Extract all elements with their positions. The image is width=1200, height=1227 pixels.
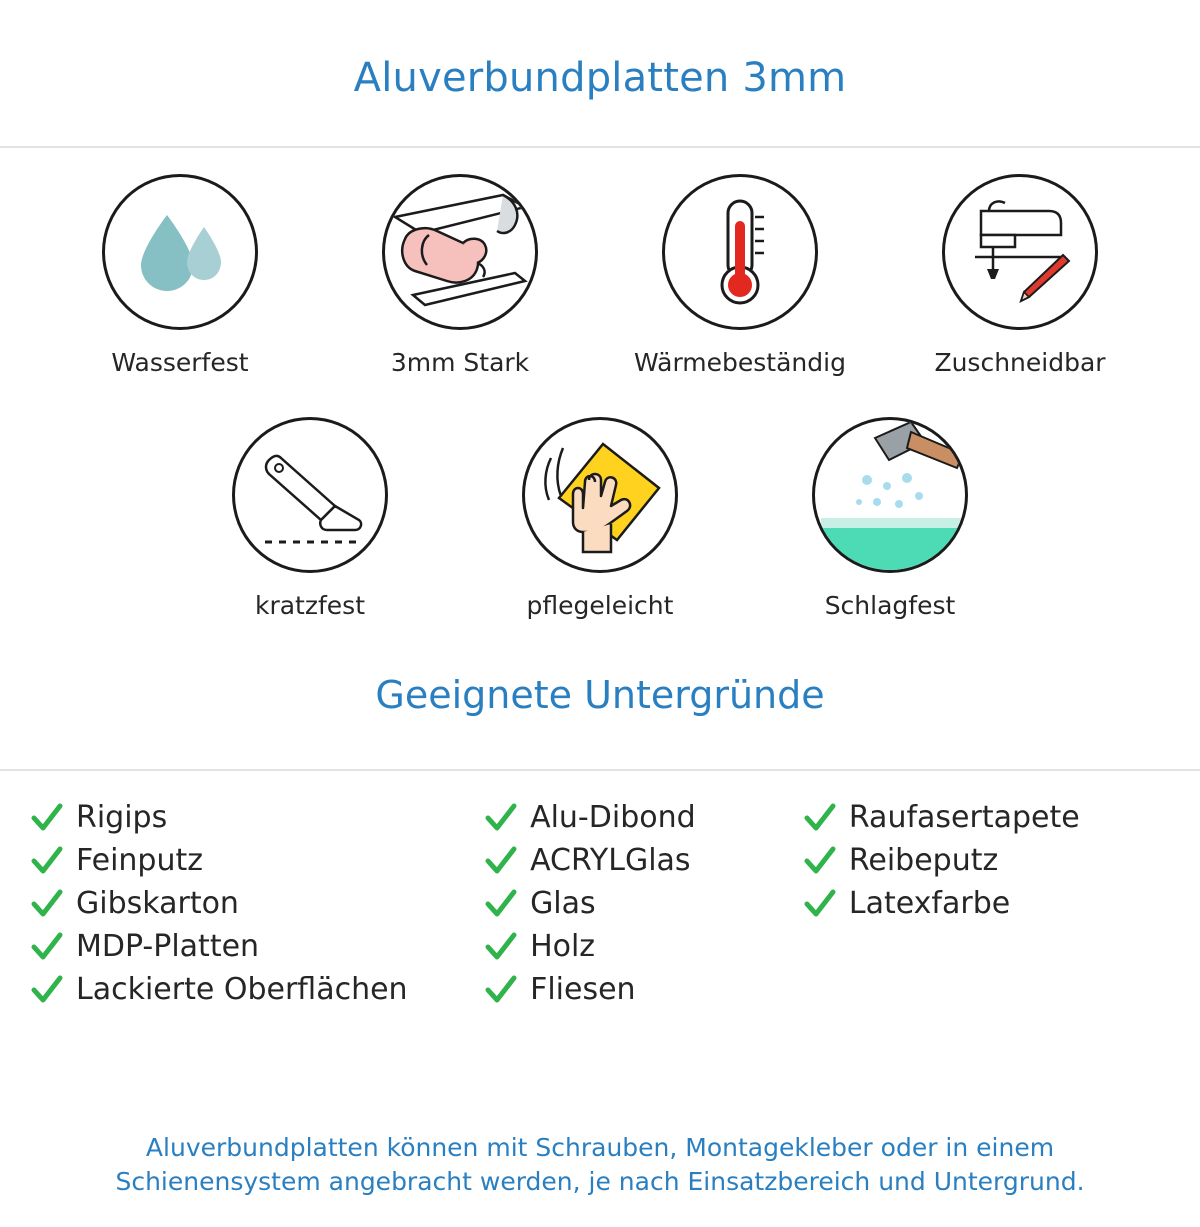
list-item-label: Fliesen [530,972,636,1008]
feature-pflegeleicht [455,417,745,620]
check-icon [30,930,64,964]
list-item [803,797,1170,840]
list-item-label: Latexfarbe [848,886,1011,922]
substrates-title: Geeignete Untergründe [375,673,825,718]
feature-label: Schlagfest [824,590,956,620]
check-icon [484,887,518,921]
feature-3mm-stark [320,174,600,377]
list-item-label: Alu-Dibond [530,800,696,836]
list-item [30,926,484,969]
feature-label: Wärmebeständig [634,347,846,377]
feature-icon-circle [102,174,258,330]
check-icon [30,973,64,1007]
check-icon [30,887,64,921]
feature-kratzfest [165,417,455,620]
feature-schlagfest [745,417,1035,620]
list-item [30,840,484,883]
list-item [484,926,803,969]
check-icon [803,844,837,878]
list-item-label: Gibskarton [76,886,239,922]
check-icon [803,887,837,921]
list-item-label: Raufasertapete [848,800,1080,836]
list-item-label: Reibeputz [848,843,999,879]
feature-label: Zuschneidbar [934,347,1106,377]
substrates-checklist [0,771,1200,1012]
knife-scratch-icon [235,420,385,570]
check-icon [484,930,518,964]
check-icon [484,973,518,1007]
check-icon [803,801,837,835]
page-title: Aluverbundplatten 3mm [353,54,847,101]
hand-cloth-wipe-icon [525,420,675,570]
list-item [30,883,484,926]
list-item [803,883,1170,926]
list-item [484,969,803,1012]
feature-label: kratzfest [254,590,365,620]
feature-wasserfest [40,174,320,377]
checklist-column-1 [30,797,484,1012]
footnote: Aluverbundplatten können mit Schrauben, Montagekleber oder in einem Schienensystem angebracht werden, je nach Einsatzbereich und Untergrund. [115,1133,1085,1197]
jigsaw-cutter-icon [945,177,1095,327]
list-item [30,969,484,1012]
feature-row-1 [0,174,1200,377]
list-item-label: Rigips [76,800,168,836]
list-item-label: Feinputz [76,843,203,879]
list-item-label: Glas [530,886,596,922]
list-item-label: Holz [530,929,596,965]
feature-icon-circle [812,417,968,573]
hammer-impact-icon [815,420,965,570]
feature-icon-circle [522,417,678,573]
feature-label: 3mm Stark [390,347,530,377]
check-icon [30,801,64,835]
feature-zuschneidbar [880,174,1160,377]
feature-icon-circle [662,174,818,330]
list-item [484,883,803,926]
check-icon [30,844,64,878]
check-icon [484,801,518,835]
feature-row-2 [0,417,1200,620]
list-item-label: ACRYLGlas [530,843,691,879]
list-item [30,797,484,840]
infographic-page [0,27,1200,1227]
feature-grid [0,148,1200,620]
feature-label: pflegeleicht [526,590,674,620]
water-drops-icon [105,177,255,327]
feature-icon-circle [942,174,1098,330]
list-item [484,797,803,840]
strong-arm-icon [385,177,535,327]
list-item-label: MDP-Platten [76,929,260,965]
feature-icon-circle [382,174,538,330]
list-item [484,840,803,883]
feature-waermebestaendig [600,174,880,377]
feature-icon-circle [232,417,388,573]
list-item-label: Lackierte Oberflächen [76,972,408,1008]
thermometer-icon [665,177,815,327]
checklist-column-3 [803,797,1170,1012]
check-icon [484,844,518,878]
checklist-column-2 [484,797,803,1012]
feature-label: Wasserfest [111,347,249,377]
list-item [803,840,1170,883]
